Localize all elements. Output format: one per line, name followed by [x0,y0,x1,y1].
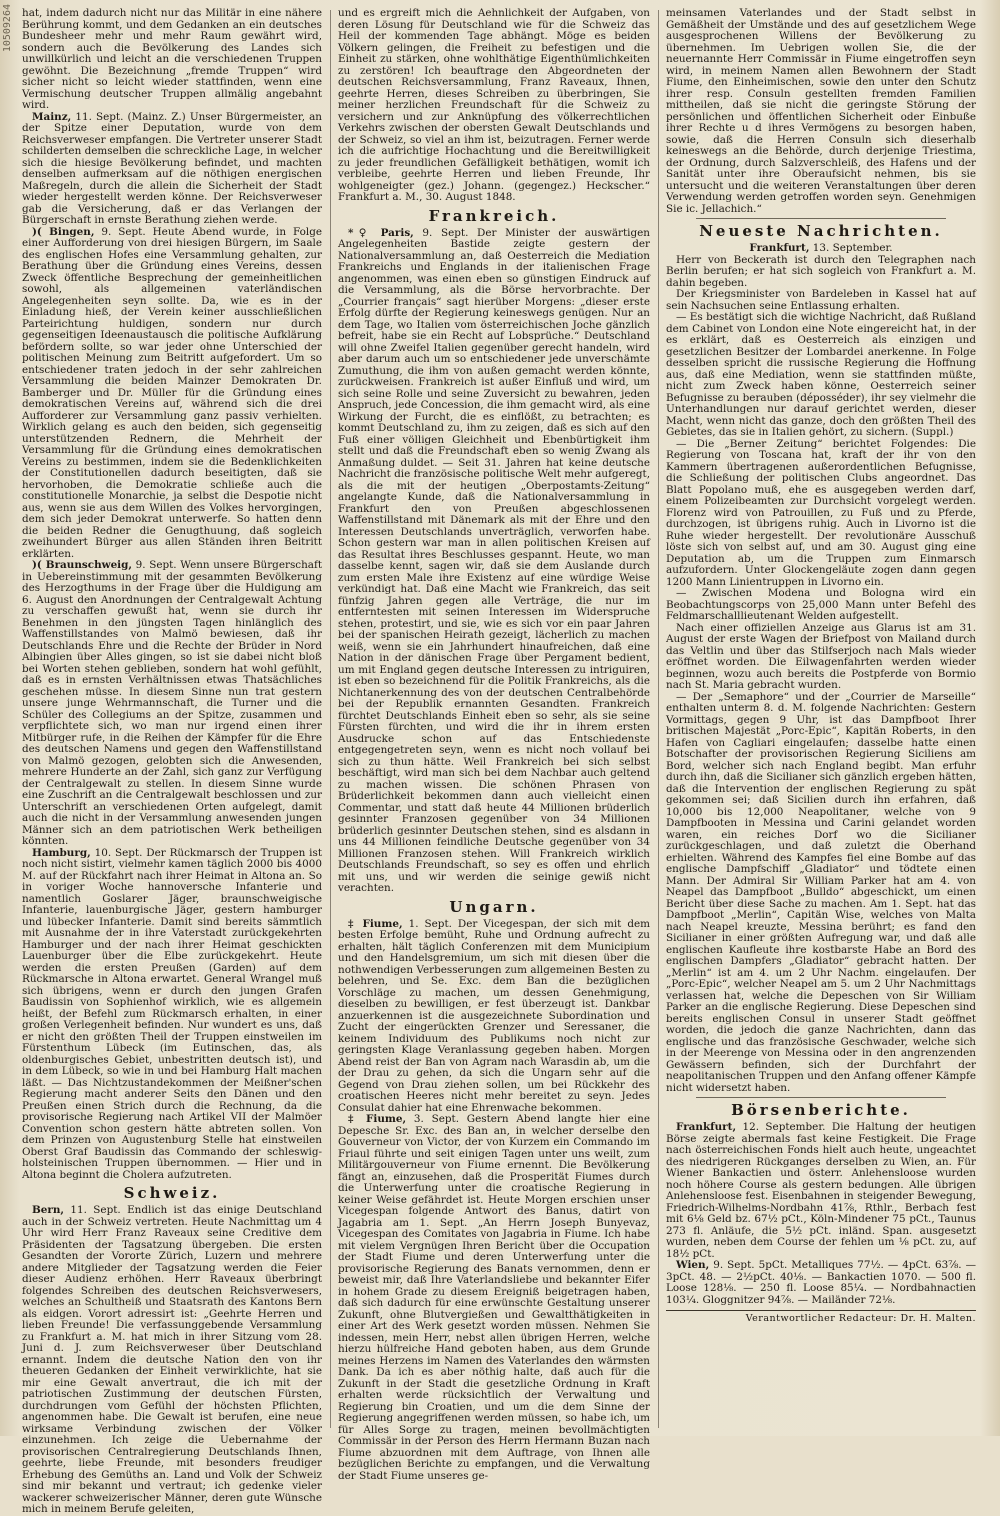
dateline-place: )( Braunschweig, [32,559,133,571]
dateline-place: Hamburg, [32,846,91,859]
dateline-place: Frankfurt, [749,242,810,254]
article-fiume-1 [338,919,650,1115]
article-braunschweig [22,560,322,848]
news-item: Nach einer offiziellen Anzeige aus Glarus ist am 31. August der erste Wagen der Briefpost von Mailand durch das Veltlin und über das Stilfserjoch nach Mals wieder eröffnet worden. Die Eilwagenfahrten werden wieder beginnen, wozu auch bereits die Postpferde von Bormio nach St. Maria gebracht wurden. [666,621,976,691]
divider [696,1097,946,1098]
dateline-place: Wien, [676,1259,710,1271]
article-fiume-2 [338,1114,650,1482]
article-text: 11. Sept. (Mainz. Z.) Unser Bürgermeister, an der Spitze einer Deputation, wurde von dem Reichsverweser empfangen. Die Vertreter unserer Stadt schilderten demselben die schreckliche Lage, in welcher sich die hiesige Bevölkerung befindet, und machten denselben aufmerksam auf die nöthigen energischen Maßregeln, durch die allein die Sicherheit der Stadt wieder hergestellt werden könne. Der Reichsverweser gab die Versicherung, daß er das Verlangen der Bürgerschaft in ernste Berathung ziehen werde. [22,110,322,226]
section-heading-boersenberichte: Börsenberichte. [731,1101,911,1119]
editor-imprint: Verantwortlicher Redacteur: Dr. H. Malten. [666,1310,976,1325]
column-rule [330,10,331,1428]
section-heading-frankreich: Frankreich. [428,206,560,225]
article-mainz [22,112,322,227]
news-item: Herr von Beckerath ist durch den Telegraphen nach Berlin berufen; er hat sich sogleich von Frankfurt a. M. dahin begeben. [666,253,976,289]
section-heading-ungarn: Ungarn. [449,897,539,916]
scan-id: 10509264 [2,4,13,53]
article-text: 12. September. Die Haltung der heutigen Börse zeigte abermals fast keine Festigkeit. Die Frage nach österreichischen Fonds hielt auch heute, ungeachtet des niedrigeren Rückganges derselben zu Wien, an. Für Wiener Bankactien und österr. Anlehensloose wurden noch höhere Course als gestern bedungen. Alle übrigen Anlehensloose fest. Eisenbahnen in steigender Bewegung, Friedrich-Wilhelms-Nordbahn 41⅞, Rthlr., Berbach fest mit 6⅛ Geld bz. 67½ pCt., Köln-Mindener 75 pCt., Taunus 273 fl. Anläufe, die 5½ pCt. inländ. Span. ausgesetzt wurden, neben dem Course der fehlen um ⅛ pCt. zu, auf 18½ pCt. [666,1121,976,1260]
article-text: 9. Sept. Heute Abend wurde, in Folge einer Aufforderung von drei hiesigen Bürgern, im Saale des englischen Hofes eine Versammlung gehalten, zur Berathung über die Gründung eines Vereins, dessen Zweck öffentliche Besprechung der gemeinheitlichen sowohl, als allgemeinen vaterländischen Angelegenheiten seyn sollte. Da, wie es in der Einladung hieß, der Verein keiner ausschließlichen Parteirichtung huldigen, sondern nur durch gegenseitigen Ideenaustausch die politische Aufklärung befördern sollte, so war jeder ohne Unterschied der politischen Meinung zum Beitritt aufgefordert. Um so entschiedener traten jedoch in der sehr zahlreichen Versammlung die beiden Mainzer Demokraten Dr. Bamberger und Dr. Müller für die Gründung eines demokratischen Vereins auf, während sich die drei Aufforderer zur Versammlung ganz passiv verhielten. Wirklich gelang es auch den beiden, sich gegenseitig unterstützenden Rednern, die Mehrheit der Versammlung für die Gründung eines demokratischen Vereins zu bestimmen, indem sie die Bedenklichkeiten der Constitutionellen dadurch beseitigten, daß sie hervorhoben, die Demokratie schließe auch die constitutionelle Monarchie, ja selbst die Despotie nicht aus, wenn sie aus dem Willen des Volkes hervorgingen, dem sich jeder Demokrat unterwerfe. So hatten denn die beiden Redner die Genugthuung, daß sogleich zweihundert Bürger aus allen Ständen ihren Beitritt erklärten. [22,225,322,560]
article-text: 9. Sept. Der Minister der auswärtigen Angelegenheiten Bastide zeigte gestern der Nationalversammlung an, daß Oesterreich die Mediation Frankreichs und Englands in der italienischen Frage angenommen, was einen eben so günstigen Eindruck auf die Versammlung, als die Börse hervorbrachte. Der „Courrier français“ sagt hierüber Morgens: „dieser erste Erfolg dürfte der Regierung keineswegs genügen. Nur an dem Tage, wo Italien vom österreichischen Joche gänzlich befreit, habe sie ein Recht auf Lobsprüche.“ Deutschland will ohne Zweifel Italien gegenüber gerecht handeln, wird aber darum auch um so entschiedener jede unverschämte Zumuthung, die ihm von außen gemacht werden könnte, zurückweisen. Frankreich ist außer Einfluß und wird, um sich seine Rolle und seine Zuversicht zu bewahren, jeden Anspruch, jede Concession, die ihm gemacht wird, als eine Wirkung der Furcht, die es einflößt, zu betrachten; es kommt Deutschland zu, ihm zu zeigen, daß es sich auf den Fuß einer völligen Gleichheit und Ebenbürtigkeit ihm stellt und daß die Freundschaft eben so wenig Zwang als Anmaßung duldet. — Seit 31. Jahren hat keine deutsche Nachricht die französische politische Welt mehr aufgeregt, als die mit der heutigen „Oberpostamts-Zeitung“ angelangte Kunde, daß die Nationalversammlung in Frankfurt den von Preußen abgeschlossenen Waffenstillstand mit Dänemark als mit der Ehre und den Interessen Deutschlands unverträglich, verworfen habe. Schon gestern war man in allen politischen Kreisen auf das Resultat ihres Beschlusses gespannt. Heute, wo man dasselbe kennt, sagen wir, daß sie dem Auslande durch zum ersten Male ihre Existenz auf eine würdige Weise verkündigt hat. Daß eine Macht wie Frankreich, das seit fünfzig Jahren gegen alle Verträge, die nur im entferntesten mit seinen Interessen im Widerspruche stehen, protestirt, und sie, wie es sich vor ein paar Jahren bei der spanischen Heirath gezeigt, lächerlich zu machen weiß, wenn sie ein Jahrhundert hinaufreichen, daß eine Nation in der dänischen Frage über Pergament bedient, um mit England gegen deutsche Interessen zu intriguiren, ist eben so bezeichnend für die Politik Frankreichs, als die Nichtanerkennung des von der deutschen Centralbehörde bei der Republik ernannten Gesandten. Frankreich fürchtet Deutschlands Einheit eben so sehr, als sie seine Fürsten fürchten, und wird die ihr in ihrem ersten Ausdrucke schon auf das Entschiedenste entgegengetreten seyn, wenn es nicht noch vollauf bei sich zu thun hätte. Weil Frankreich bei sich selbst beschäftigt, wird man sich bei dem Nachbar auch geltend zu machen wissen. Die schönen Phrasen von Brüderlichkeit bekommen dann auch vielleicht einen Commentar, und statt daß heute 44 Millionen brüderlich gesinnter Franzosen gegenüber von 34 Millionen brüderlich gesinnter Deutschen stehen, sind es alsdann in uns 44 Millionen feindliche Deutsche gegenüber von 34 Millionen Franzosen stehen. Will Frankreich wirklich Deutschlands Freundschaft, so sey es offen und ehrlich mit uns, und wir werden die seinige gewiß nicht verachten. [338,226,650,894]
dateline-place: Frankfurt, [676,1121,737,1133]
article-continuation: und es ergreift mich die Aehnlichkeit der Aufgaben, von deren Lösung für Deutschland wie für die Schweiz das Heil der kommenden Tage abhängt. Möge es beiden Völkern gelingen, die Freiheit zu befestigen und die Einheit zu stärken, ohne wohlthätige Eigenthümlichkeiten zu zerstören! Ich beauftrage den Abgeordneten der deutschen Reichsversammlung, Franz Raveaux, Ihnen, geehrte Herren, dieses Schreiben zu überbringen, Sie meiner herzlichen Freundschaft für die Schweiz zu versichern und zur Anknüpfung des völkerrechtlichen Verkehrs zwischen der obersten Gewalt Deutschlands und der Schweiz, so viel an ihm ist, beizutragen. Ferner werde ich die aufrichtige Hochachtung und die Bereitwilligkeit zu jeder freundlichen Gefälligkeit bethätigen, womit ich verbleibe, geehrte Herren und lieben Freunde, Ihr wohlgeneigter (gez.) Johann. (gegengez.) Heckscher.“ Frankfurt a. M., 30. August 1848. [338,7,650,203]
dateline-place: ‡ Fiume, [348,1113,407,1125]
dateline-place: Mainz, [32,110,72,123]
section-heading-neueste-nachrichten: Neueste Nachrichten. [699,222,943,240]
market-report-frankfurt [666,1122,976,1260]
news-item: — Die „Berner Zeitung“ berichtet Folgendes: Die Regierung von Toscana hat, kraft der ihr von den Kammern übertragenen außerordentlichen Befugnisse, die Schließung der politischen Clubs angeordnet. Das Blatt Popolano muß, ehe es ausgegeben werden darf, einem Polizeibeamten zur Durchsicht vorgelegt werden. Florenz wird von Patrouillen, zu Fuß und zu Pferde, durchzogen, ist übrigens ruhig. Auch in Livorno ist die Ruhe wieder hergestellt. Der revolutionäre Ausschuß löste sich von selbst auf, und am 30. August ging eine Deputation ab, um die Truppen zum Einmarsch aufzufordern. Unter Glockengeläute zogen dann gegen 1200 Mann Linientruppen in Livorno ein. [666,437,976,588]
article-paris [338,228,650,895]
market-report-wien [666,1260,976,1306]
dateline-place: *♀ Paris, [348,226,414,239]
article-text: 9. Sept. 5pCt. Metalliques 77½. — 4pCt. 63⅞. — 3pCt. 48. — 2½pCt. 40⅛. — Bankactien 1070. — 500 fl. Loose 128⅛. — 250 fl. Loose 85¼. — Nordbahnactien 103¼. Gloggnitzer 94⅞. — Mailänder 72⅛. [666,1259,976,1306]
news-item: Der Kriegsminister von Bardeleben in Kassel hat auf sein Nachsuchen seine Entlassung erhalten. [666,288,976,312]
article-bern [22,1205,322,1516]
news-item: — Der „Semaphore“ und der „Courrier de Marseille“ enthalten unterm 8. d. M. folgende Nachrichten: Gestern Vormittags, gegen 9 Uhr, ist das Dampfboot Ihrer britischen Majestät „Porc-Epic“, Kapitän Roberts, in den Hafen von Cagliari eingelaufen; dasselbe hatte einen Botschafter der provisorischen Regierung Siciliens am Bord, welcher sich nach England begibt. Man erfuhr durch ihn, daß die Sicilianer sich gänzlich ergeben hätten, daß die Intervention der englischen Regierung zu spät gekommen sei; daß Sicilien durch ihn erfahren, daß 10,000 bis 12,000 Neapolitaner, welche von 9 Dampfbooten in Messina und Carini gelandet worden waren, ein reiches Dorf wo die Sicilianer zurückgeschlagen, und daß zuletzt die Oberhand erhielten. Während des Kampfes fiel eine Bombe auf das englische Dampfschiff „Gladiator“ und tödtete einen Mann. Der Admiral Sir William Parker hat am 4. von Neapel das Dampfboot „Bulldo“ abgeschickt, um einen Bericht über diese Sache zu machen. Am 1. Sept. hat das Dampfboot „Merlin“, Capitän Wise, welches von Malta nach Neapel kreuzte, Messina berührt; es fand den Sicilianer in einer größten Aufregung war, und daß alle englischen Kaufleute ihre kostbarste Habe an Bord des englischen Dampfers „Gladiator“ gebracht hatten. Der „Merlin“ ist am 4. um 2 Uhr Nachm. eingelaufen. Der „Porc-Epic“, welcher Neapel am 5. um 2 Uhr Nachmittags verlassen hat, welche die Depeschen von Sir William Parker an die englische Regierung. Diese Depeschen sind bereits englischen Consul in unserer Stadt geöffnet worden, die jedoch die ganze Nachrichten, dann das englische und das französische Geschwader, welche sich in der Meerenge von Messina oder in den angrenzenden Gewässern befinden, sich der Durchfahrt der neapolitanischen Truppen und den Anfang offener Kämpfe nicht widersetzt haben. [666,690,976,1094]
article-text: 11. Sept. Endlich ist das einige Deutschland auch in der Schweiz vertreten. Heute Nachmittag um 4 Uhr wird Herr Franz Raveaux seine Creditive dem Präsidenten der Tagsatzung übergeben. Die ersten Gesandten der Vororte Zürich, Luzern und mehrere andere Mitglieder der Tagsatzung werden die Feier dieser Audienz erhöhen. Herr Raveaux überbringt folgendes Schreiben des deutschen Reichsverwesers, welches an Schultheiß und Staatsrath des Kantons Bern als eidgen. Vorort adressirt ist: „Geehrte Herren und lieben Freunde! Die verfassunggebende Versammlung zu Frankfurt a. M. hat mich in ihrer Sitzung vom 28. Juni d. J. zum Reichsverweser über Deutschland ernannt. Indem die deutsche Nation den von ihr theueren Gedanken der Einheit verwirklichte, hat sie mir eine Gewalt anvertraut, die ich mit der patriotischen Zustimmung der deutschen Fürsten, durchdrungen vom Gefühl der höchsten Pflichten, angenommen habe. Die Gewalt ist berufen, eine neue wirksame Verbindung zwischen der Völker einzunehmen. Ich zeige die Uebernahme der provisorischen Centralregierung Deutschlands Ihnen, geehrte, liebe Freunde, mit besonders freudiger Erhebung des Gemüths an. Land und Volk der Schweiz sind mir bekannt und vertraut; ich gedenke vieler wackerer schweizerischer Männer, deren gute Wünsche mich in meinem Berufe geleiten, [22,1204,322,1515]
column-3 [666,8,976,1430]
article-text: 1. Sept. Der Vicegespan, der sich mit dem besten Erfolge bemüht, Ruhe und Ordnung aufrecht zu erhalten, hält täglich Conferenzen mit dem Municipium und den Handelsgremium, um sich mit diesen über die nothwendigen Verbesserungen zum allgemeinen Besten zu belehren, und Se. Exc. dem Ban die bezüglichen Vorschläge zu machen, um dessen Genehmigung, dieselben zu bewilligen, er fest überzeugt ist. Dankbar anzuerkennen ist die ausgezeichnete Subordination und Zucht der eingerückten Grenzer und Seressaner, die keinem Individuum des Publikums noch nicht zur geringsten Klage Veranlassung gegeben haben. Morgen Abend reist der Ban von Agram nach Warasdin ab, um die der Drau zu gehen, da sich die Ungarn sehr auf die Gegend von Drau ziehen sollen, um bei Rückkehr des croatischen Heeres nicht mehr bereitet zu seyn. Jedes Consulat dahier hat eine Ehrenwache bekommen. [338,917,650,1114]
article-text: 3. Sept. Gestern Abend langte hier eine Depesche Sr. Exc. des Ban an, in welcher derselbe den Gouverneur von Victor, der von Kurzem ein Commando im Friaul führte und seit einigen Tagen unter uns weilt, zum Militärgouverneur von Fiume ernennt. Die Bevölkerung fängt an, einzusehen, daß die Prosperität Fiumes durch die Unterwerfung unter die croatische Regierung in keiner Weise gefährdet ist. Heute Morgen erschien unser Vicegespan folgende Antwort des Banus, datirt von Jagabria am 1. Sept. „An Herrn Joseph Bunyevaz, Vicegespan des Comitates von Jagabria in Fiume. Ich habe mit vielem Vergnügen Ihren Bericht über die Occupation der Stadt Fiume und deren Unterwerfung unter die provisorische Regierung des Banats vernommen, denn er beweist mir, daß Ihre Vaterlandsliebe und bekannter Eifer in hohem Grade zu diesem Ereigniß beigetragen haben, daß sich dadurch für eine erwünschte Gestaltung unserer Zukunft, ohne Blutvergießen und Gewaltthätigkeiten in einer Art des Werk gesetzt worden müssen. Nehmen Sie indessen, mein Herr, nebst allen übrigen Herren, welche hierzu hülfreiche Hand geboten haben, aus dem Grunde meines Herzens im Namen des Vaterlandes den wärmsten Dank. Da ich es aber nöthig halte, daß auch für die Zukunft in der Stadt die gesetzliche Ordnung in Kraft erhalten werde rücksichtlich der Verwaltung und Regierung bin Croatien, und um die dem Sinne der Regierung angegriffenen werden müssen, so habe ich, um für Alles Sorge zu tragen, meinen bevollmächtigten Commissär in der Person des Herrn Hermann Buzan nach Fiume abzuordnen mit dem Auftrage, von Ihnen alle bezüglichen Berichte zu empfangen, und die Verwaltung der Stadt Fiume unseres ge- [338,1113,650,1482]
article-text: 10. Sept. Der Rückmarsch der Truppen ist noch nicht sistirt, vielmehr kamen täglich 2000 bis 4000 M. auf der Rückfahrt nach ihrer Heimat in Altona an. So in voriger Woche hannoversche Infanterie und namentlich Goslarer Jäger, braunschweigische Infanterie, lauenburgische Jäger, gestern hamburger und lübecker Infanterie. Damit sind bereits sämmtlich mit Ausnahme der in ihre Vaterstadt zurückgekehrten Hamburger und der nach ihrer Heimat geschickten Lauenburger über die Elbe zurückgekehrt. Heute werden die ersten Preußen (Garden) auf dem Rückmarsche in Altona erwartet. General Wrangel muß sich übrigens, wenn er durch den jungen Grafen Baudissin von Sophienhof wirklich, wie es allgemein heißt, der Befehl zum Rückmarsch erhalten, in einer großen Verlegenheit befinden. Nur wundert es uns, daß er nicht den größten Theil der Truppen einstweilen im Fürstenthum Lübeck (im Eutinschen, das, als oldenburgisches Gebiet, unbestritten deutsch ist), und in dem Lübeck, so wie in und bei Hamburg Halt machen läßt. — Das Nichtzustandekommen der Meißner'schen Regierung macht anderer Seits den Dänen und den Preußen einen Strich durch die Rechnung, da die provisorische Regierung nach Artikel VII der Malmöer Convention schon gestern hätte abtreten sollen. Von dem Prinzen von Augustenburg Stelle hat einstweilen Oberst Graf Baudissin das Commando der schleswig-holsteinischen Truppen übernommen. — Hier und in Altona beginnt die Cholera aufzutreten. [22,846,322,1181]
dateline-place: Bern, [32,1204,65,1216]
article-continuation: hat, indem dadurch nicht nur das Militär in eine nähere Berührung kommt, und dem Gedanken an ein deutsches Bundesheer mehr und mehr Raum gewährt wird, sondern auch die Bevölkerung des Landes sich unwillkürlich und leicht an die verschiedenen Truppen gewöhnt. Die Bezeichnung „fremde Truppen“ wird sicher nicht so leicht wieder stattfinden, wenn eine Vermischung deutscher Truppen allmälig angebahnt wird. [22,7,322,111]
article-continuation: meinsamen Vaterlandes und der Stadt selbst in Gemäßheit der Umstände und des auf gesetzlichem Wege ausgesprochenen Willens der Bevölkerung zu übernehmen. Im Uebrigen wollen Sie, die der neuernannte Herr Commissär in Fiume eingetroffen seyn wird, in meinem Namen allen Bewohnern der Stadt Fiume, den Einheimischen, sowie den unter den Schutz ihrer resp. Consuln gestellten fremden Familien mittheilen, daß sie nicht die geringste Störung der persönlichen und öffentlichen Sicherheit oder Einbuße ihrer Rechte u d ihres Vermögens zu besorgen haben, sowie, daß die Herren Consuln sich dieserhalb keineswegs an die Behörde, durch derjenige Triestima, der Ordnung, durch Salzverschleiß, des Hafens und der Sanität unter ihre Oberaufsicht nehmen, bis sie untersucht und die weiteren Veranstaltungen über deren Verwendung werden getroffen worden seyn. Genehmigen Sie ic. Jellachich.“ [666,7,976,215]
column-rule [658,10,659,1428]
section-heading-schweiz: Schweiz. [123,1184,221,1202]
column-2 [338,7,650,1482]
dateline-date: 13. September. [809,242,893,254]
column-1 [22,7,323,1515]
news-item: — Zwischen Modena und Bologna wird ein Beobachtungscorps von 25,000 Mann unter Befehl des Feldmarschalllieutenant Welden aufgestellt. [666,587,976,622]
article-text: 9. Sept. Wenn unsere Bürgerschaft in Uebereinstimmung mit der gesammten Bevölkerung des Herzogthums in der Frage über die Huldigung am 6. August den Anordnungen der Centralgewalt Achtung zu verschaffen gewußt hat, wenn sie durch ihr Benehmen in den jüngsten Tagen hinlänglich des Waffenstillstandes von Malmö bewiesen, daß ihr Deutschlands Ehre und die Rechte der Brüder in Nord Albingien über Alles gingen, so ist sie dabei nicht bloß bei Worten stehen geblieben, sondern hat wohl gefühlt, daß es in ernsten Verhältnissen etwas Thatsächliches geschehen müsse. In diesem Sinne nun trat gestern unsere junge Wehrmannschaft, die Turner und die Schüler des Collegiums an der Spitze, zusammen und verpflichtete sich, wo man nur irgend einen ihrer Mitbürger rufe, in die Reihen der Kämpfer für die Ehre des deutschen Namens und gegen den Waffenstillstand von Malmö gezogen, gelobten sich die Anwesenden, mehrere Hunderte an der Zahl, sich ganz zur Verfügung der Centralgewalt zu stellen. In diesem Sinne wurde eine Zuschrift an die Centralgewalt beschlossen und zur Unterschrift an verschiedenen Orten aufgelegt, damit auch die nicht in der Versammlung anwesenden jungen Männer sich an dem patriotischen Werk betheiligen könnten. [22,559,323,847]
news-dateline [666,243,976,255]
dateline-place: ‡ Fiume, [348,917,403,930]
article-bingen [22,227,322,561]
news-item: — Es bestätigt sich die wichtige Nachricht, daß Rußland dem Cabinet von London eine Note eingereicht hat, in der es erklärt, daß es Oesterreich als einzigen und gesetzlichen Besitzer der Lombardei anerkenne. In Folge desselben spricht die russische Regierung die Hoffnung aus, daß eine Mediation, wenn sie stattfinden müßte, nicht zum Zweck haben könne, Oesterreich seiner Befugnisse zu berauben (déposséder), ihr sey vielmehr die Unterhandlungen nur darauf gerichtet werden, dieser Macht, wenn nicht das ganze, doch den größten Theil des Gebietes, das sie in Italien gehört, zu sichern. (Suppl.) [666,311,976,438]
article-hamburg [22,848,322,1182]
divider [696,218,946,219]
dateline-place: )( Bingen, [32,225,95,238]
